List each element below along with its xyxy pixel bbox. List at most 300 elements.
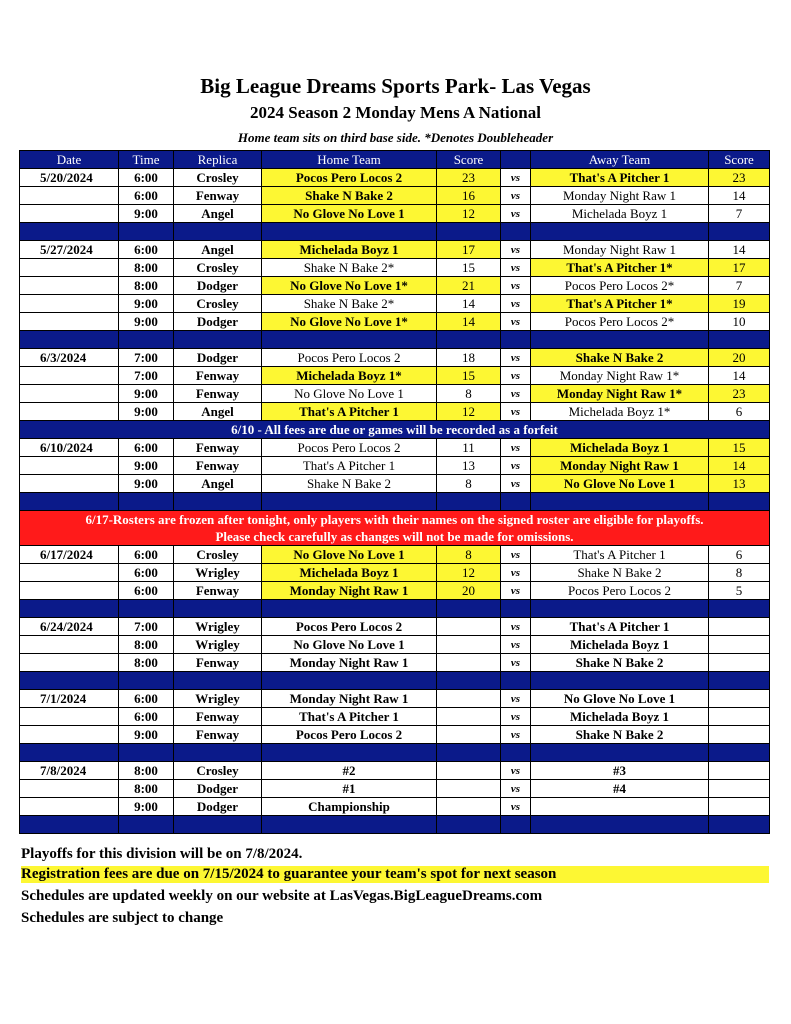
- away-team: Monday Night Raw 1: [531, 241, 709, 259]
- game-field: Crosley: [174, 259, 262, 277]
- separator-cell: [709, 816, 770, 834]
- column-header: Away Team: [531, 151, 709, 169]
- table-row: [20, 241, 770, 259]
- table-row: [20, 582, 770, 600]
- game-field: Angel: [174, 475, 262, 493]
- game-field: Dodger: [174, 780, 262, 798]
- home-score: 11: [437, 439, 501, 457]
- home-score: 14: [437, 295, 501, 313]
- table-row: [20, 475, 770, 493]
- game-time: 9:00: [119, 726, 174, 744]
- game-field: Angel: [174, 403, 262, 421]
- game-time: 8:00: [119, 654, 174, 672]
- home-team: No Glove No Love 1: [262, 205, 437, 223]
- away-team: Michelada Boyz 1: [531, 205, 709, 223]
- column-header: Score: [709, 151, 770, 169]
- game-field: Crosley: [174, 546, 262, 564]
- separator-cell: [437, 816, 501, 834]
- footer-disclaimer: Schedules are subject to change: [21, 910, 224, 926]
- away-team: #4: [531, 780, 709, 798]
- game-time: 9:00: [119, 475, 174, 493]
- separator-cell: [437, 331, 501, 349]
- vs-label: vs: [501, 762, 531, 780]
- game-field: Fenway: [174, 654, 262, 672]
- separator-cell: [20, 816, 119, 834]
- game-field: Fenway: [174, 726, 262, 744]
- alert-text-line2: Please check carefully as changes will not be made for omissions.: [20, 528, 770, 546]
- game-date: [20, 475, 119, 493]
- separator-cell: [437, 672, 501, 690]
- home-team: Monday Night Raw 1: [262, 582, 437, 600]
- separator-cell: [437, 493, 501, 511]
- home-score: 8: [437, 546, 501, 564]
- game-date: 6/17/2024: [20, 546, 119, 564]
- game-time: 7:00: [119, 618, 174, 636]
- home-score: [437, 654, 501, 672]
- separator-cell: [501, 744, 531, 762]
- away-score: 23: [709, 385, 770, 403]
- separator-cell: [501, 672, 531, 690]
- separator-cell: [119, 223, 174, 241]
- home-score: 12: [437, 403, 501, 421]
- away-score: [709, 618, 770, 636]
- away-team: Monday Night Raw 1: [531, 457, 709, 475]
- game-field: Wrigley: [174, 636, 262, 654]
- away-score: 23: [709, 169, 770, 187]
- game-date: [20, 726, 119, 744]
- home-score: 8: [437, 475, 501, 493]
- separator-cell: [262, 600, 437, 618]
- table-header-row: [20, 151, 770, 169]
- game-date: [20, 582, 119, 600]
- home-team: No Glove No Love 1*: [262, 277, 437, 295]
- home-score: 17: [437, 241, 501, 259]
- game-time: 6:00: [119, 241, 174, 259]
- game-date: [20, 457, 119, 475]
- table-row: [20, 259, 770, 277]
- alert-text-line1: 6/17-Rosters are frozen after tonight, only players with their names on the signed roster are eligible for playoffs.: [20, 511, 770, 529]
- home-score: [437, 726, 501, 744]
- separator-row: [20, 331, 770, 349]
- away-score: 7: [709, 205, 770, 223]
- away-team: That's A Pitcher 1: [531, 169, 709, 187]
- game-time: 6:00: [119, 690, 174, 708]
- home-score: 13: [437, 457, 501, 475]
- home-team: No Glove No Love 1*: [262, 313, 437, 331]
- game-date: [20, 564, 119, 582]
- game-field: Fenway: [174, 582, 262, 600]
- separator-cell: [262, 672, 437, 690]
- away-team: Monday Night Raw 1*: [531, 385, 709, 403]
- separator-cell: [20, 331, 119, 349]
- game-date: [20, 636, 119, 654]
- alert-row: [20, 511, 770, 529]
- home-team: That's A Pitcher 1: [262, 403, 437, 421]
- vs-label: vs: [501, 241, 531, 259]
- game-time: 9:00: [119, 205, 174, 223]
- home-team: Shake N Bake 2: [262, 475, 437, 493]
- table-row: [20, 780, 770, 798]
- away-team: Pocos Pero Locos 2*: [531, 277, 709, 295]
- home-team: Pocos Pero Locos 2: [262, 726, 437, 744]
- column-header: Score: [437, 151, 501, 169]
- separator-cell: [262, 331, 437, 349]
- away-team: Monday Night Raw 1*: [531, 367, 709, 385]
- away-score: [709, 762, 770, 780]
- table-row: [20, 636, 770, 654]
- separator-cell: [501, 816, 531, 834]
- footer-website: Schedules are updated weekly on our website at LasVegas.BigLeagueDreams.com: [21, 888, 543, 904]
- game-field: Angel: [174, 205, 262, 223]
- vs-label: vs: [501, 367, 531, 385]
- away-team: No Glove No Love 1: [531, 475, 709, 493]
- separator-cell: [262, 223, 437, 241]
- game-time: 8:00: [119, 277, 174, 295]
- game-date: [20, 654, 119, 672]
- home-team: Michelada Boyz 1: [262, 241, 437, 259]
- separator-cell: [531, 493, 709, 511]
- game-time: 7:00: [119, 367, 174, 385]
- separator-cell: [531, 672, 709, 690]
- separator-cell: [20, 493, 119, 511]
- separator-cell: [174, 816, 262, 834]
- game-date: [20, 403, 119, 421]
- away-team: That's A Pitcher 1*: [531, 259, 709, 277]
- footer-playoffs: Playoffs for this division will be on 7/8/2024.: [21, 846, 303, 862]
- game-time: 9:00: [119, 313, 174, 331]
- game-date: [20, 187, 119, 205]
- away-team: No Glove No Love 1: [531, 690, 709, 708]
- game-time: 9:00: [119, 457, 174, 475]
- away-score: 20: [709, 349, 770, 367]
- separator-cell: [119, 600, 174, 618]
- game-date: [20, 313, 119, 331]
- game-time: 8:00: [119, 780, 174, 798]
- away-score: 7: [709, 277, 770, 295]
- home-team: Shake N Bake 2*: [262, 295, 437, 313]
- home-score: 21: [437, 277, 501, 295]
- game-time: 9:00: [119, 295, 174, 313]
- game-date: 5/27/2024: [20, 241, 119, 259]
- separator-cell: [501, 600, 531, 618]
- away-team: [531, 798, 709, 816]
- game-date: [20, 277, 119, 295]
- home-team: That's A Pitcher 1: [262, 457, 437, 475]
- away-score: 5: [709, 582, 770, 600]
- separator-cell: [20, 600, 119, 618]
- column-header: Date: [20, 151, 119, 169]
- game-date: 6/24/2024: [20, 618, 119, 636]
- column-header: Replica: [174, 151, 262, 169]
- notice-row: [20, 421, 770, 439]
- away-score: 10: [709, 313, 770, 331]
- game-time: 9:00: [119, 798, 174, 816]
- vs-label: vs: [501, 564, 531, 582]
- home-team: No Glove No Love 1: [262, 385, 437, 403]
- away-team: #3: [531, 762, 709, 780]
- separator-cell: [531, 223, 709, 241]
- away-score: [709, 708, 770, 726]
- table-row: [20, 564, 770, 582]
- home-score: [437, 780, 501, 798]
- game-time: 6:00: [119, 169, 174, 187]
- table-row: [20, 295, 770, 313]
- game-date: 7/1/2024: [20, 690, 119, 708]
- separator-cell: [709, 600, 770, 618]
- vs-label: vs: [501, 313, 531, 331]
- vs-label: vs: [501, 582, 531, 600]
- game-field: Dodger: [174, 277, 262, 295]
- away-team: Shake N Bake 2: [531, 564, 709, 582]
- game-time: 8:00: [119, 762, 174, 780]
- game-date: [20, 708, 119, 726]
- vs-label: vs: [501, 690, 531, 708]
- home-team: Pocos Pero Locos 2: [262, 618, 437, 636]
- home-team: Championship: [262, 798, 437, 816]
- home-score: [437, 690, 501, 708]
- separator-cell: [20, 744, 119, 762]
- table-row: [20, 187, 770, 205]
- separator-cell: [174, 331, 262, 349]
- table-row: [20, 205, 770, 223]
- game-field: Fenway: [174, 457, 262, 475]
- home-score: 15: [437, 367, 501, 385]
- away-score: 13: [709, 475, 770, 493]
- away-team: Shake N Bake 2: [531, 349, 709, 367]
- separator-cell: [709, 672, 770, 690]
- separator-cell: [119, 672, 174, 690]
- away-score: 15: [709, 439, 770, 457]
- home-score: 23: [437, 169, 501, 187]
- vs-label: vs: [501, 618, 531, 636]
- away-team: Michelada Boyz 1: [531, 636, 709, 654]
- vs-label: vs: [501, 439, 531, 457]
- table-row: [20, 690, 770, 708]
- home-team: Monday Night Raw 1: [262, 690, 437, 708]
- separator-cell: [531, 331, 709, 349]
- footer-registration: Registration fees are due on 7/15/2024 to guarantee your team's spot for next season: [21, 866, 769, 883]
- home-team: Michelada Boyz 1*: [262, 367, 437, 385]
- home-team: Michelada Boyz 1: [262, 564, 437, 582]
- home-score: [437, 708, 501, 726]
- away-team: That's A Pitcher 1: [531, 618, 709, 636]
- game-date: 6/3/2024: [20, 349, 119, 367]
- column-header: Home Team: [262, 151, 437, 169]
- home-score: 8: [437, 385, 501, 403]
- vs-label: vs: [501, 385, 531, 403]
- away-score: 6: [709, 403, 770, 421]
- separator-cell: [501, 493, 531, 511]
- vs-label: vs: [501, 798, 531, 816]
- game-time: 8:00: [119, 636, 174, 654]
- game-date: [20, 295, 119, 313]
- home-score: [437, 618, 501, 636]
- away-team: Michelada Boyz 1*: [531, 403, 709, 421]
- separator-cell: [709, 744, 770, 762]
- game-field: Fenway: [174, 439, 262, 457]
- home-team: Monday Night Raw 1: [262, 654, 437, 672]
- separator-row: [20, 493, 770, 511]
- home-team: Pocos Pero Locos 2: [262, 169, 437, 187]
- vs-label: vs: [501, 187, 531, 205]
- vs-label: vs: [501, 475, 531, 493]
- separator-cell: [20, 672, 119, 690]
- vs-label: vs: [501, 169, 531, 187]
- table-row: [20, 654, 770, 672]
- home-score: [437, 798, 501, 816]
- home-score: 18: [437, 349, 501, 367]
- vs-label: vs: [501, 654, 531, 672]
- away-score: 6: [709, 546, 770, 564]
- away-score: 14: [709, 367, 770, 385]
- away-score: [709, 726, 770, 744]
- game-field: Crosley: [174, 295, 262, 313]
- separator-cell: [174, 744, 262, 762]
- game-time: 6:00: [119, 546, 174, 564]
- vs-label: vs: [501, 457, 531, 475]
- home-score: 16: [437, 187, 501, 205]
- separator-row: [20, 600, 770, 618]
- game-time: 6:00: [119, 708, 174, 726]
- game-date: [20, 205, 119, 223]
- home-team: Shake N Bake 2: [262, 187, 437, 205]
- table-row: [20, 367, 770, 385]
- separator-cell: [262, 744, 437, 762]
- separator-cell: [501, 223, 531, 241]
- game-field: Dodger: [174, 313, 262, 331]
- separator-cell: [174, 223, 262, 241]
- away-score: 19: [709, 295, 770, 313]
- separator-row: [20, 744, 770, 762]
- away-score: [709, 798, 770, 816]
- vs-label: vs: [501, 295, 531, 313]
- game-time: 6:00: [119, 187, 174, 205]
- separator-cell: [437, 223, 501, 241]
- away-score: 8: [709, 564, 770, 582]
- away-score: 14: [709, 187, 770, 205]
- home-score: 20: [437, 582, 501, 600]
- vs-label: vs: [501, 259, 531, 277]
- column-header: [501, 151, 531, 169]
- game-date: [20, 259, 119, 277]
- game-field: Wrigley: [174, 564, 262, 582]
- away-score: [709, 636, 770, 654]
- game-time: 6:00: [119, 582, 174, 600]
- separator-cell: [119, 493, 174, 511]
- separator-cell: [531, 816, 709, 834]
- game-field: Fenway: [174, 708, 262, 726]
- away-score: [709, 780, 770, 798]
- vs-label: vs: [501, 708, 531, 726]
- notice-text: 6/10 - All fees are due or games will be recorded as a forfeit: [20, 421, 770, 439]
- home-team: Pocos Pero Locos 2: [262, 349, 437, 367]
- page-subtitle: 2024 Season 2 Monday Mens A National: [250, 103, 541, 122]
- separator-cell: [262, 493, 437, 511]
- home-team: Pocos Pero Locos 2: [262, 439, 437, 457]
- home-score: 12: [437, 205, 501, 223]
- away-team: Pocos Pero Locos 2*: [531, 313, 709, 331]
- page-title: Big League Dreams Sports Park- Las Vegas: [200, 74, 591, 98]
- separator-cell: [709, 223, 770, 241]
- separator-row: [20, 223, 770, 241]
- table-row: [20, 385, 770, 403]
- home-score: 12: [437, 564, 501, 582]
- game-time: 9:00: [119, 385, 174, 403]
- table-row: [20, 313, 770, 331]
- game-date: [20, 367, 119, 385]
- table-row: [20, 762, 770, 780]
- separator-cell: [119, 744, 174, 762]
- vs-label: vs: [501, 205, 531, 223]
- game-date: [20, 780, 119, 798]
- vs-label: vs: [501, 726, 531, 744]
- home-team: No Glove No Love 1: [262, 546, 437, 564]
- separator-cell: [174, 600, 262, 618]
- table-row: [20, 169, 770, 187]
- game-time: 6:00: [119, 564, 174, 582]
- game-field: Wrigley: [174, 690, 262, 708]
- game-time: 6:00: [119, 439, 174, 457]
- vs-label: vs: [501, 277, 531, 295]
- game-field: Fenway: [174, 385, 262, 403]
- home-score: [437, 636, 501, 654]
- away-team: Monday Night Raw 1: [531, 187, 709, 205]
- separator-cell: [119, 331, 174, 349]
- table-row: [20, 403, 770, 421]
- table-row: [20, 726, 770, 744]
- away-score: [709, 690, 770, 708]
- away-score: 14: [709, 457, 770, 475]
- column-header: Time: [119, 151, 174, 169]
- home-team: That's A Pitcher 1: [262, 708, 437, 726]
- separator-cell: [174, 493, 262, 511]
- table-row: [20, 277, 770, 295]
- game-field: Crosley: [174, 762, 262, 780]
- separator-cell: [501, 331, 531, 349]
- separator-cell: [531, 744, 709, 762]
- home-score: 15: [437, 259, 501, 277]
- table-row: [20, 439, 770, 457]
- separator-cell: [20, 223, 119, 241]
- home-team: No Glove No Love 1: [262, 636, 437, 654]
- vs-label: vs: [501, 636, 531, 654]
- away-team: Michelada Boyz 1: [531, 439, 709, 457]
- away-team: Michelada Boyz 1: [531, 708, 709, 726]
- game-time: 7:00: [119, 349, 174, 367]
- vs-label: vs: [501, 546, 531, 564]
- page-note: Home team sits on third base side. *Denotes Doubleheader: [237, 130, 554, 145]
- away-score: 14: [709, 241, 770, 259]
- game-field: Fenway: [174, 187, 262, 205]
- vs-label: vs: [501, 403, 531, 421]
- game-date: 7/8/2024: [20, 762, 119, 780]
- game-date: 6/10/2024: [20, 439, 119, 457]
- table-row: [20, 708, 770, 726]
- home-score: [437, 762, 501, 780]
- separator-cell: [531, 600, 709, 618]
- vs-label: vs: [501, 349, 531, 367]
- away-team: That's A Pitcher 1*: [531, 295, 709, 313]
- away-team: Shake N Bake 2: [531, 654, 709, 672]
- game-field: Dodger: [174, 349, 262, 367]
- separator-cell: [709, 331, 770, 349]
- separator-row: [20, 816, 770, 834]
- away-score: [709, 654, 770, 672]
- away-team: Shake N Bake 2: [531, 726, 709, 744]
- table-row: [20, 798, 770, 816]
- separator-cell: [709, 493, 770, 511]
- schedule-table: [19, 150, 770, 834]
